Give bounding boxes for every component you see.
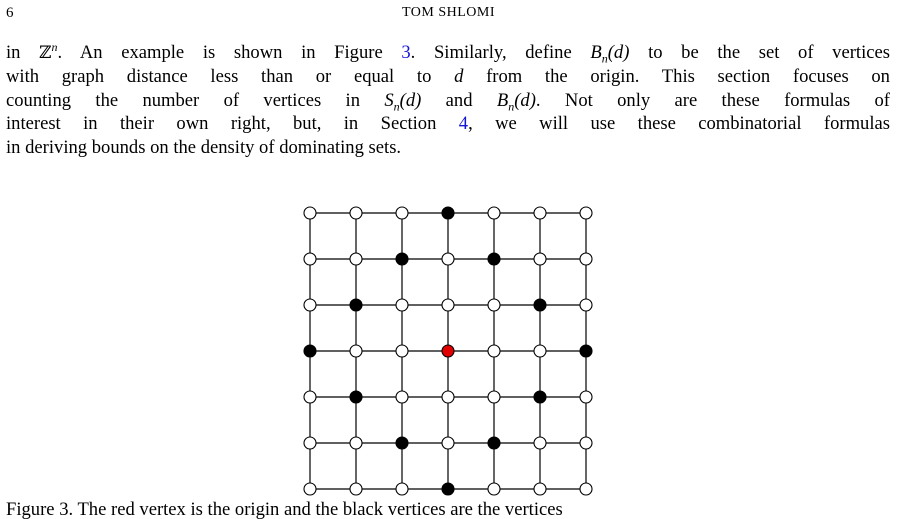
- vertex-empty: [580, 391, 592, 403]
- text-span: in: [6, 42, 40, 63]
- vertex-black: [488, 437, 500, 449]
- figure-reference-link[interactable]: 3: [401, 42, 411, 63]
- vertex-empty: [396, 483, 408, 495]
- text-span: . Similarly, define: [410, 42, 591, 63]
- vertex-empty: [442, 437, 454, 449]
- math-symbol: (d): [514, 89, 536, 111]
- vertex-empty: [304, 437, 316, 449]
- vertex-empty: [304, 207, 316, 219]
- vertex-empty: [350, 345, 362, 357]
- vertex-empty: [350, 207, 362, 219]
- vertex-empty: [396, 391, 408, 403]
- vertex-empty: [534, 483, 546, 495]
- vertex-black: [396, 437, 408, 449]
- body-line-1: [6, 41, 890, 65]
- vertex-empty: [488, 391, 500, 403]
- vertex-empty: [534, 253, 546, 265]
- vertex-empty: [580, 207, 592, 219]
- vertex-empty: [488, 483, 500, 495]
- vertex-empty: [350, 483, 362, 495]
- vertex-empty: [304, 483, 316, 495]
- vertex-empty: [488, 207, 500, 219]
- body-line-3: [6, 89, 890, 112]
- figure-caption: Figure 3. The red vertex is the origin and the black vertices are the vertices: [6, 499, 563, 519]
- subscript-n: n: [601, 51, 608, 66]
- vertex-black: [304, 345, 316, 357]
- vertex-black: [534, 299, 546, 311]
- superscript-n: n: [51, 39, 58, 54]
- lattice-figure: [300, 200, 600, 500]
- vertex-empty: [304, 253, 316, 265]
- page-number: 6: [6, 5, 14, 21]
- vertex-empty: [442, 253, 454, 265]
- body-line-4: [6, 112, 890, 135]
- text-span: , we will use these combinatorial formulas: [468, 113, 890, 135]
- math-symbol: (d): [607, 42, 630, 63]
- math-symbol: B: [590, 42, 602, 63]
- vertex-empty: [580, 299, 592, 311]
- body-line-5: in deriving bounds on the density of dominating sets.: [6, 136, 402, 158]
- vertex-black: [350, 299, 362, 311]
- vertex-empty: [534, 207, 546, 219]
- vertex-empty: [534, 437, 546, 449]
- vertex-empty: [396, 345, 408, 357]
- text-span: to be the set of vertices: [629, 42, 890, 63]
- vertex-black: [488, 253, 500, 265]
- vertex-empty: [396, 207, 408, 219]
- text-span: from the origin. This section focuses on: [463, 66, 890, 88]
- subscript-n: n: [508, 99, 515, 114]
- vertex-black: [442, 207, 454, 219]
- math-symbol: S: [384, 89, 394, 111]
- vertex-empty: [350, 437, 362, 449]
- integers-symbol: ℤ: [39, 43, 52, 63]
- vertex-black: [580, 345, 592, 357]
- text-span: . An example is shown in Figure: [57, 42, 402, 63]
- vertex-empty: [350, 253, 362, 265]
- vertex-empty: [304, 391, 316, 403]
- vertex-empty: [488, 345, 500, 357]
- vertex-black: [396, 253, 408, 265]
- math-symbol: d: [454, 66, 464, 88]
- vertex-empty: [534, 345, 546, 357]
- math-symbol: (d): [399, 89, 422, 111]
- vertex-empty: [580, 253, 592, 265]
- body-paragraph: [6, 41, 890, 159]
- text-span: interest in their own right, but, in Section: [6, 113, 459, 135]
- vertex-empty: [442, 391, 454, 403]
- text-span: with graph distance less than or equal to: [6, 66, 455, 88]
- vertex-empty: [304, 299, 316, 311]
- subscript-n: n: [393, 99, 400, 114]
- vertex-black: [350, 391, 362, 403]
- vertex-empty: [488, 299, 500, 311]
- running-head: TOM SHLOMI: [401, 5, 496, 20]
- vertex-empty: [442, 299, 454, 311]
- vertex-black: [442, 483, 454, 495]
- body-line-2: [6, 65, 890, 88]
- vertex-empty: [580, 483, 592, 495]
- text-span: . Not only are these formulas of: [535, 89, 890, 111]
- vertex-black: [534, 391, 546, 403]
- vertex-empty: [580, 437, 592, 449]
- vertex-empty: [396, 299, 408, 311]
- vertex-origin: [442, 345, 454, 357]
- text-span: and: [421, 89, 497, 111]
- section-reference-link[interactable]: 4: [458, 113, 469, 135]
- text-span: counting the number of vertices in: [6, 89, 385, 111]
- math-symbol: B: [496, 89, 509, 111]
